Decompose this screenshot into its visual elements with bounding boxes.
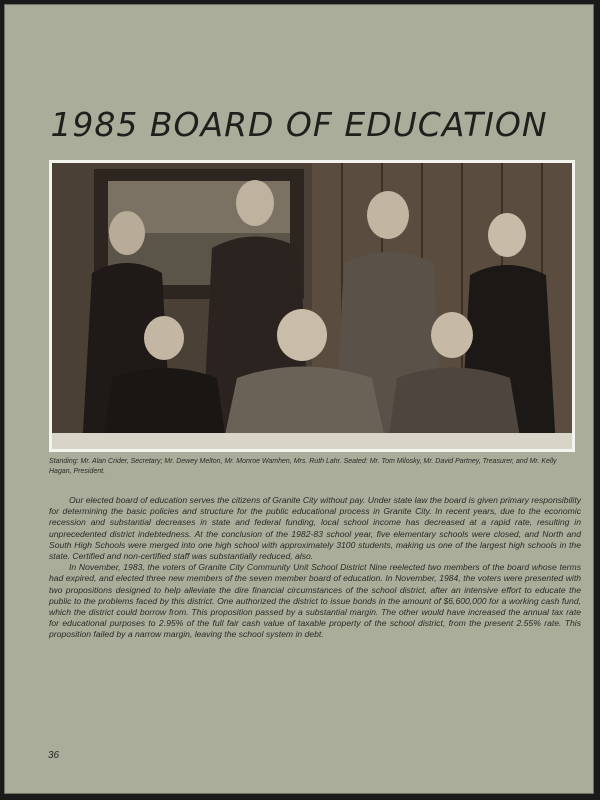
article-paragraph: Our elected board of education serves the citizens of Granite City without pay. Under state law the board is given primary responsibility for determining the basic policies and structure for the public educational process in Granite City. In recent years, due to the economic recession and substantial decreases in state and federal funding, local school income has decreased at a rapid rate, resulting in unprecedented district indebtedness. At the conclusion of the 1982-83 school year, five elementary schools were closed, and North and South High Schools were merged into one high school with approximately 3100 students, making us one of the largest high schools in the state. Certified and non-certified staff was substantially reduced, also. [49, 495, 581, 562]
page-number: 36 [48, 750, 60, 761]
photo-caption: Standing: Mr. Alan Crider, Secretary; Mr. Dewey Melton, Mr. Monroe Wamhen, Mrs. Ruth Lahr. Seated: Mr. Tom Milosky, Mr. David Partney, Treasurer, and Mr. Kelly Hagan, President. [49, 458, 557, 475]
article-paragraph: In November, 1983, the voters of Granite City Community Unit School District Nine reelected two members of the board whose terms had expired, and elected three new members of the seven member board of education. In November, 1984, the voters were presented with two propositions designed to help alleviate the dire financial circumstances of the school district, after an intensive effort to educate the public to the problems faced by this district. One authorized the district to issue bonds in the amount of $6,600,000 for a working cash fund, which the district could borrow from. This proposition passed by a substantial margin. The other would have increased the annual tax rate for educational purposes to 2.95% of the full fair cash value of taxable property of the school district, from the present 2.55% rate. This proposition failed by a narrow margin, leaving the school system in debt. [49, 562, 581, 640]
group-photo [52, 163, 572, 449]
yearbook-page [4, 4, 594, 794]
article-body [49, 495, 581, 641]
group-photo-frame [49, 160, 575, 452]
group-photo-image [52, 163, 572, 449]
page-title: 1985 BOARD OF EDUCATION [50, 105, 548, 144]
